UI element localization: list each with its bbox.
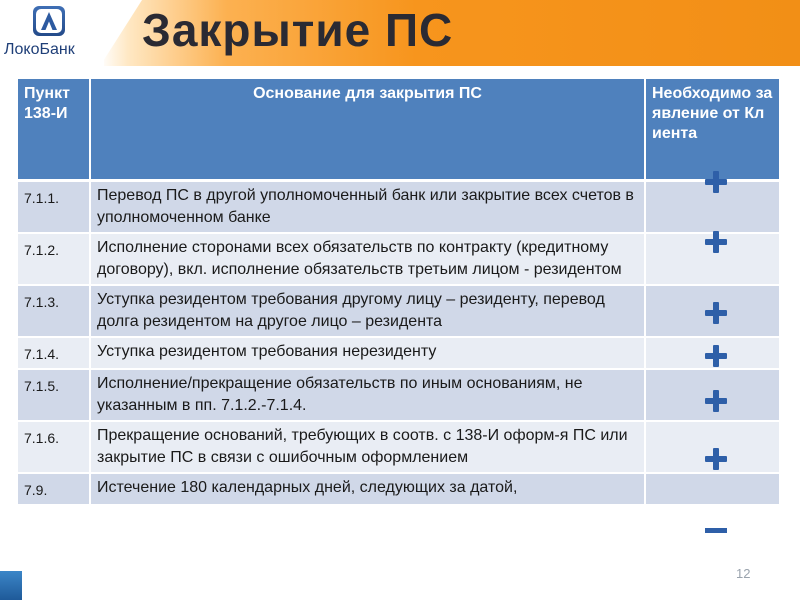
plus-icon [705,448,727,470]
row-reason-text: Уступка резидентом требования другому лицу – резиденту, перевод долга резидентом на другое лицо – резидента [90,285,645,337]
logo-name: ЛокоБанк [4,41,75,58]
row-reason-text: Уступка резидентом требования нерезиденту [90,337,645,369]
row-clause-number: 7.1.1. [18,181,90,234]
column-header-reason: Основание для закрытия ПС [90,79,645,181]
plus-icon [705,302,727,324]
corner-accent [0,571,22,600]
table-row [18,285,780,337]
row-clause-number: 7.1.5. [18,369,90,421]
bank-logo [0,0,104,68]
table-row [18,369,780,421]
row-clause-number: 7.9. [18,473,90,505]
closure-grounds-table [18,79,781,506]
row-application-cell [645,473,780,505]
plus-icon [705,390,727,412]
plus-icon [705,231,727,253]
table-row [18,337,780,369]
row-clause-number: 7.1.3. [18,285,90,337]
table-row [18,181,780,234]
table-row [18,421,780,473]
row-reason-text: Исполнение/прекращение обязательств по иным основаниям, не указанным в пп. 7.1.2.-7.1.4. [90,369,645,421]
row-clause-number: 7.1.4. [18,337,90,369]
table-header-row [18,79,780,181]
plus-icon [705,171,727,193]
page-number: 12 [736,566,751,581]
column-header-clause: Пункт 138-И [18,79,90,181]
table-row [18,473,780,505]
slide-header [0,0,800,68]
row-clause-number: 7.1.6. [18,421,90,473]
plus-icon [705,345,727,367]
row-reason-text: Истечение 180 календарных дней, следующих за датой, [90,473,645,505]
lokobank-logo-icon [33,6,65,36]
row-clause-number: 7.1.2. [18,233,90,285]
table-row [18,233,780,285]
column-header-application-required: Необходимо заявление от Клиента [645,79,780,181]
minus-icon [705,520,727,542]
row-reason-text: Исполнение сторонами всех обязательств по контракту (кредитному договору), вкл. исполнение обязательств третьим лицом - резидентом [90,233,645,285]
page-title: Закрытие ПС [142,4,454,56]
row-reason-text: Прекращение оснований, требующих в соотв. с 138-И оформ-я ПС или закрытие ПС в связи с ошибочным оформлением [90,421,645,473]
row-reason-text: Перевод ПС в другой уполномоченный банк или закрытие всех счетов в уполномоченном банке [90,181,645,234]
